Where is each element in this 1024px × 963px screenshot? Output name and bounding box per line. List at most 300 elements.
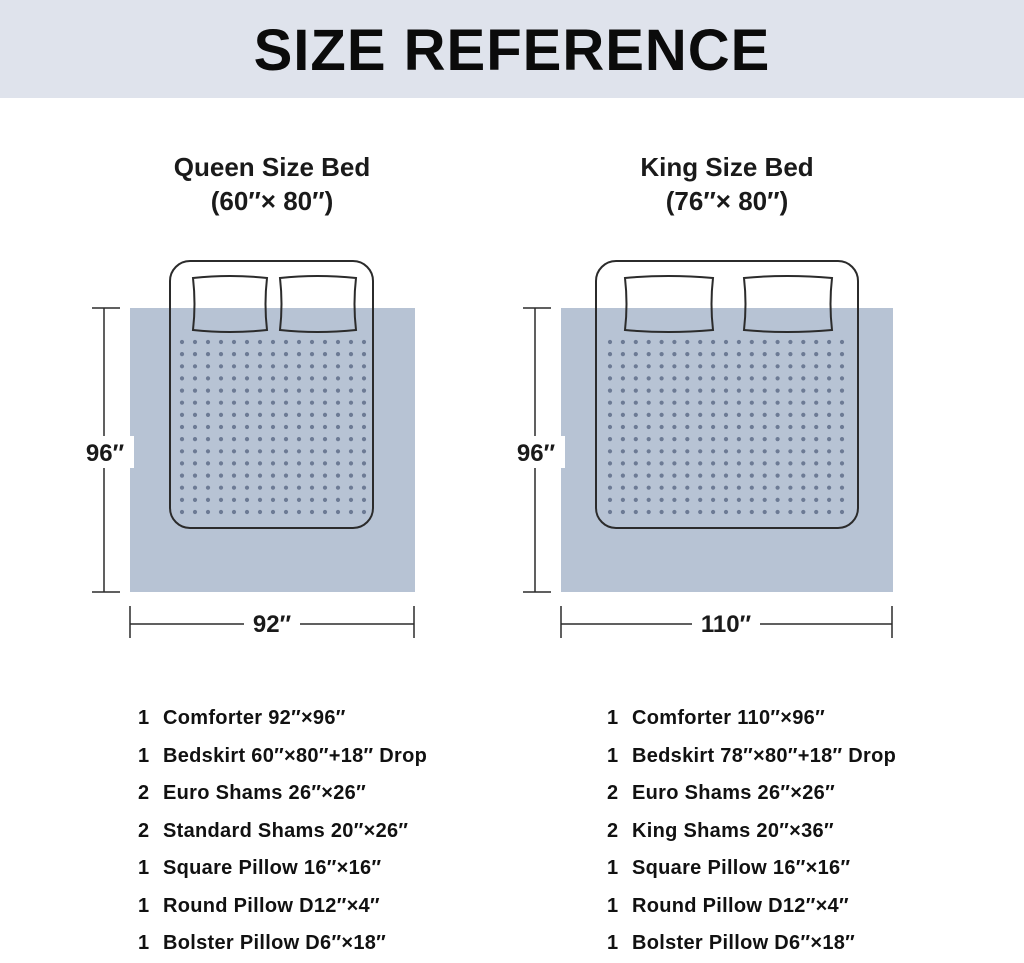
queen-width-label: 92″ [252, 611, 292, 638]
queen-quilt-dot [206, 340, 210, 344]
king-quilt-dot [724, 352, 728, 356]
king-quilt-dot [840, 449, 844, 453]
king-quilt-dot [634, 389, 638, 393]
queen-quilt-dot [245, 437, 249, 441]
king-quilt-dot [788, 401, 792, 405]
king-quilt-dot [840, 389, 844, 393]
queen-quilt-dot [284, 425, 288, 429]
king-quilt-dot [750, 437, 754, 441]
queen-quilt-dot [232, 425, 236, 429]
king-quilt-dot [724, 364, 728, 368]
queen-quilt-dot [258, 376, 262, 380]
king-quilt-dot [840, 486, 844, 490]
queen-quilt-dot [310, 413, 314, 417]
king-quilt-dot [801, 510, 805, 514]
king-quilt-dot [711, 425, 715, 429]
king-quilt-dot [608, 449, 612, 453]
king-quilt-dot [711, 413, 715, 417]
king-quilt-dot [634, 449, 638, 453]
queen-quilt-dot [323, 461, 327, 465]
king-quilt-dot [634, 510, 638, 514]
queen-quilt-dot [349, 340, 353, 344]
king-quilt-dot [698, 364, 702, 368]
queen-quilt-dot [180, 352, 184, 356]
king-item-quantity: 1 [607, 857, 619, 879]
king-quilt-dot [711, 474, 715, 478]
king-quilt-dot [763, 474, 767, 478]
queen-quilt-dot [362, 413, 366, 417]
king-quilt-dot [698, 425, 702, 429]
king-quilt-dot [647, 413, 651, 417]
king-quilt-dot [634, 364, 638, 368]
king-quilt-dot [788, 364, 792, 368]
queen-quilt-dot [258, 449, 262, 453]
queen-quilt-dot [336, 376, 340, 380]
king-quilt-dot [763, 401, 767, 405]
queen-quilt-dots [180, 340, 366, 514]
queen-diagram [76, 261, 415, 640]
queen-quilt-dot [271, 413, 275, 417]
king-quilt-dot [711, 437, 715, 441]
king-quilt-dot [621, 364, 625, 368]
queen-quilt-dot [271, 425, 275, 429]
king-quilt-dot [737, 498, 741, 502]
queen-quilt-dot [245, 510, 249, 514]
king-height-label: 96″ [516, 440, 556, 467]
king-quilt-dot [814, 474, 818, 478]
king-item-text: King Shams 20″×36″ [632, 819, 834, 842]
queen-quilt-dot [232, 401, 236, 405]
king-quilt-dot [608, 510, 612, 514]
king-quilt-dot [814, 389, 818, 393]
king-quilt-dot [724, 461, 728, 465]
king-width-label: 110″ [700, 611, 752, 638]
queen-quilt-dot [323, 389, 327, 393]
king-quilt-dot [827, 449, 831, 453]
queen-quilt-dot [258, 413, 262, 417]
king-quilt-dot [711, 449, 715, 453]
king-quilt-dot [685, 474, 689, 478]
king-quilt-dot [840, 376, 844, 380]
king-quilt-dot [776, 364, 780, 368]
king-quilt-dot [737, 401, 741, 405]
king-quilt-dot [788, 449, 792, 453]
queen-quilt-dot [245, 461, 249, 465]
queen-quilt-dot [206, 449, 210, 453]
king-quilt-dot [621, 413, 625, 417]
king-quilt-dot [672, 413, 676, 417]
king-bed-dimensions: (76″× 80″) [665, 186, 789, 216]
king-quilt-dot [660, 486, 664, 490]
king-quilt-dot [621, 449, 625, 453]
king-quilt-dot [621, 474, 625, 478]
king-quilt-dot [660, 449, 664, 453]
queen-item-quantity: 1 [138, 932, 150, 954]
king-quilt-dot [840, 510, 844, 514]
king-quilt-dot [776, 401, 780, 405]
queen-quilt-dot [336, 413, 340, 417]
king-quilt-dot [763, 364, 767, 368]
king-quilt-dot [788, 498, 792, 502]
king-quilt-dot [763, 449, 767, 453]
queen-quilt-dot [271, 449, 275, 453]
queen-quilt-dot [349, 413, 353, 417]
queen-quilt-dot [245, 340, 249, 344]
queen-quilt-dot [349, 364, 353, 368]
queen-quilt-dot [193, 474, 197, 478]
queen-quilt-dot [336, 449, 340, 453]
king-quilt-dot [698, 401, 702, 405]
king-quilt-dot [801, 437, 805, 441]
king-quilt-dot [801, 449, 805, 453]
king-quilt-dot [672, 474, 676, 478]
king-quilt-dot [750, 413, 754, 417]
king-quilt-dot [763, 413, 767, 417]
queen-item-text: Bolster Pillow D6″×18″ [163, 932, 387, 954]
king-quilt-dot [750, 389, 754, 393]
king-quilt-dot [776, 486, 780, 490]
king-quilt-dot [737, 425, 741, 429]
king-quilt-dot [840, 401, 844, 405]
queen-quilt-dot [219, 474, 223, 478]
king-quilt-dot [672, 486, 676, 490]
queen-quilt-dot [245, 474, 249, 478]
queen-quilt-dot [310, 486, 314, 490]
queen-quilt-dot [232, 474, 236, 478]
queen-quilt-dot [271, 340, 275, 344]
queen-quilt-dot [323, 449, 327, 453]
king-quilt-dot [724, 413, 728, 417]
queen-quilt-dot [336, 498, 340, 502]
queen-quilt-dot [349, 474, 353, 478]
king-quilt-dot [685, 401, 689, 405]
queen-quilt-dot [349, 449, 353, 453]
king-quilt-dot [827, 376, 831, 380]
queen-quilt-dot [258, 401, 262, 405]
queen-quilt-dot [180, 486, 184, 490]
king-quilt-dot [621, 498, 625, 502]
king-quilt-dot [660, 413, 664, 417]
queen-quilt-dot [336, 401, 340, 405]
king-quilt-dot [814, 340, 818, 344]
king-items-list [607, 700, 896, 963]
queen-quilt-dot [271, 401, 275, 405]
queen-quilt-dot [180, 364, 184, 368]
king-quilt-dot [621, 340, 625, 344]
king-quilt-dot [698, 498, 702, 502]
queen-quilt-dot [349, 401, 353, 405]
king-quilt-dot [814, 461, 818, 465]
queen-item-text: Square Pillow 16″×16″ [163, 857, 382, 879]
queen-quilt-dot [258, 364, 262, 368]
king-quilt-dot [840, 437, 844, 441]
queen-quilt-dot [193, 401, 197, 405]
king-quilt-dot [827, 352, 831, 356]
queen-quilt-dot [180, 340, 184, 344]
king-item-text: Comforter 110″×96″ [632, 707, 825, 729]
king-quilt-dot [827, 474, 831, 478]
queen-quilt-dot [206, 376, 210, 380]
king-quilt-dot [763, 486, 767, 490]
king-quilt-dot [711, 498, 715, 502]
queen-quilt-dot [349, 389, 353, 393]
king-quilt-dot [788, 340, 792, 344]
queen-quilt-dot [271, 352, 275, 356]
king-item-text: Square Pillow 16″×16″ [632, 857, 851, 879]
queen-quilt-dot [349, 461, 353, 465]
king-quilt-dot [634, 486, 638, 490]
king-quilt-dot [763, 340, 767, 344]
king-quilt-dot [724, 437, 728, 441]
queen-quilt-dot [245, 486, 249, 490]
king-quilt-dot [621, 425, 625, 429]
queen-quilt-dot [245, 352, 249, 356]
king-quilt-dot [634, 437, 638, 441]
king-quilt-dot [711, 401, 715, 405]
queen-item [138, 813, 427, 851]
queen-quilt-dot [284, 376, 288, 380]
queen-quilt-dot [349, 425, 353, 429]
king-quilt-dot [660, 510, 664, 514]
king-quilt-dot [801, 352, 805, 356]
queen-quilt-dot [284, 461, 288, 465]
king-quilt-dot [660, 401, 664, 405]
queen-quilt-dot [206, 413, 210, 417]
queen-quilt-dot [362, 461, 366, 465]
queen-quilt-dot [336, 364, 340, 368]
king-quilt-dot [634, 498, 638, 502]
king-quilt-dot [776, 437, 780, 441]
queen-quilt-dot [193, 340, 197, 344]
king-quilt-dot [776, 474, 780, 478]
king-quilt-dot [827, 510, 831, 514]
king-item [607, 738, 896, 776]
king-quilt-dot [788, 510, 792, 514]
queen-quilt-dot [336, 425, 340, 429]
king-quilt-dot [776, 425, 780, 429]
queen-quilt-dot [310, 461, 314, 465]
queen-quilt-dot [180, 461, 184, 465]
queen-quilt-dot [336, 510, 340, 514]
queen-quilt-dot [206, 474, 210, 478]
queen-item-quantity: 1 [138, 857, 150, 879]
queen-quilt-dot [245, 449, 249, 453]
king-quilt-dot [685, 413, 689, 417]
king-quilt-dot [776, 389, 780, 393]
king-quilt-dot [827, 437, 831, 441]
king-quilt-dot [621, 389, 625, 393]
queen-quilt-dot [193, 437, 197, 441]
king-quilt-dot [750, 498, 754, 502]
king-quilt-dot [647, 376, 651, 380]
king-quilt-dot [814, 401, 818, 405]
king-quilt-dot [660, 376, 664, 380]
king-quilt-dot [647, 425, 651, 429]
king-quilt-dot [685, 425, 689, 429]
queen-quilt-dot [258, 510, 262, 514]
king-quilt-dot [801, 413, 805, 417]
king-quilt-dot [827, 486, 831, 490]
queen-item [138, 775, 427, 813]
king-quilt-dot [672, 376, 676, 380]
king-quilt-dot [608, 461, 612, 465]
king-quilt-dot [698, 474, 702, 478]
king-quilt-dot [724, 449, 728, 453]
queen-quilt-dot [271, 364, 275, 368]
king-quilt-dot [737, 389, 741, 393]
queen-quilt-dot [206, 364, 210, 368]
queen-quilt-dot [323, 425, 327, 429]
queen-quilt-dot [297, 461, 301, 465]
king-quilt-dot [634, 401, 638, 405]
king-item-quantity: 1 [607, 894, 619, 917]
king-quilt-dot [763, 461, 767, 465]
queen-quilt-dot [206, 461, 210, 465]
king-quilt-dot [711, 376, 715, 380]
king-quilt-dot [698, 413, 702, 417]
queen-quilt-dot [284, 498, 288, 502]
queen-quilt-dot [206, 437, 210, 441]
king-item-quantity: 1 [607, 932, 619, 954]
queen-quilt-dot [297, 352, 301, 356]
queen-quilt-dot [180, 474, 184, 478]
queen-quilt-dot [297, 376, 301, 380]
king-quilt-dot [698, 486, 702, 490]
king-quilt-dot [608, 376, 612, 380]
queen-quilt-dot [245, 413, 249, 417]
queen-quilt-dot [362, 352, 366, 356]
king-quilt-dot [750, 425, 754, 429]
queen-quilt-dot [310, 474, 314, 478]
queen-quilt-dot [219, 437, 223, 441]
king-quilt-dot [660, 498, 664, 502]
queen-quilt-dot [193, 486, 197, 490]
king-quilt-dot [827, 401, 831, 405]
queen-quilt-dot [232, 364, 236, 368]
king-item-quantity: 1 [607, 707, 619, 729]
king-quilt-dot [827, 498, 831, 502]
queen-quilt-dot [180, 389, 184, 393]
king-quilt-dot [737, 340, 741, 344]
queen-quilt-dot [258, 437, 262, 441]
king-quilt-dot [621, 376, 625, 380]
queen-quilt-dot [219, 425, 223, 429]
queen-quilt-dot [245, 389, 249, 393]
queen-quilt-dot [362, 498, 366, 502]
king-quilt-dot [724, 474, 728, 478]
king-quilt-dot [840, 340, 844, 344]
queen-quilt-dot [349, 498, 353, 502]
king-item-quantity: 2 [607, 782, 619, 804]
king-quilt-dot [711, 364, 715, 368]
king-quilt-dot [750, 449, 754, 453]
queen-item-text: Bedskirt 60″×80″+18″ Drop [163, 744, 428, 767]
king-diagram [507, 261, 893, 640]
king-quilt-dot [660, 425, 664, 429]
king-quilt-dot [660, 389, 664, 393]
king-quilt-dot [647, 389, 651, 393]
king-quilt-dot [724, 486, 728, 490]
king-quilt-dot [724, 510, 728, 514]
king-quilt-dot [724, 425, 728, 429]
king-quilt-dot [621, 461, 625, 465]
king-quilt-dot [840, 352, 844, 356]
king-quilt-dot [750, 364, 754, 368]
king-quilt-dot [685, 389, 689, 393]
queen-quilt-dot [323, 437, 327, 441]
king-quilt-dot [672, 389, 676, 393]
king-quilt-dot [660, 437, 664, 441]
queen-quilt-dot [297, 510, 301, 514]
queen-quilt-dot [297, 449, 301, 453]
king-quilt-dot [776, 449, 780, 453]
king-quilt-dot [737, 352, 741, 356]
queen-quilt-dot [310, 510, 314, 514]
queen-quilt-dot [284, 413, 288, 417]
king-quilt-dot [814, 486, 818, 490]
king-quilt-dot [801, 486, 805, 490]
king-quilt-dot [647, 340, 651, 344]
king-quilt-dot [698, 449, 702, 453]
queen-quilt-dot [180, 437, 184, 441]
queen-quilt-dot [349, 510, 353, 514]
king-quilt-dot [647, 352, 651, 356]
queen-quilt-dot [362, 510, 366, 514]
queen-item-text: Comforter 92″×96″ [163, 707, 346, 729]
king-item [607, 813, 896, 851]
king-quilt-dot [840, 425, 844, 429]
king-quilt-dot [737, 474, 741, 478]
queen-quilt-dot [349, 352, 353, 356]
queen-quilt-dot [271, 437, 275, 441]
queen-quilt-dot [310, 364, 314, 368]
king-quilt-dot [647, 437, 651, 441]
queen-quilt-dot [180, 425, 184, 429]
king-quilt-dot [685, 449, 689, 453]
queen-quilt-dot [219, 376, 223, 380]
king-quilt-dot [801, 389, 805, 393]
queen-item [138, 738, 427, 776]
queen-quilt-dot [323, 352, 327, 356]
queen-quilt-dot [232, 510, 236, 514]
queen-quilt-dot [193, 449, 197, 453]
queen-quilt-dot [206, 510, 210, 514]
king-quilt-dot [647, 461, 651, 465]
queen-quilt-dot [310, 449, 314, 453]
queen-quilt-dot [297, 425, 301, 429]
king-quilt-dot [788, 474, 792, 478]
king-quilt-dot [763, 389, 767, 393]
king-quilt-dot [621, 510, 625, 514]
king-quilt-dot [737, 449, 741, 453]
queen-quilt-dot [362, 425, 366, 429]
king-quilt-dot [801, 364, 805, 368]
king-quilt-dot [608, 364, 612, 368]
queen-quilt-dot [232, 437, 236, 441]
king-quilt-dot [750, 401, 754, 405]
queen-item-text: Standard Shams 20″×26″ [163, 819, 409, 842]
king-quilt-dot [776, 510, 780, 514]
king-quilt-dot [608, 474, 612, 478]
queen-quilt-dot [219, 389, 223, 393]
king-item-quantity: 1 [607, 744, 619, 767]
king-quilt-dot [634, 474, 638, 478]
king-quilt-dot [685, 364, 689, 368]
queen-quilt-dot [258, 389, 262, 393]
king-quilt-dot [621, 352, 625, 356]
queen-quilt-dot [284, 401, 288, 405]
king-item [607, 888, 896, 926]
